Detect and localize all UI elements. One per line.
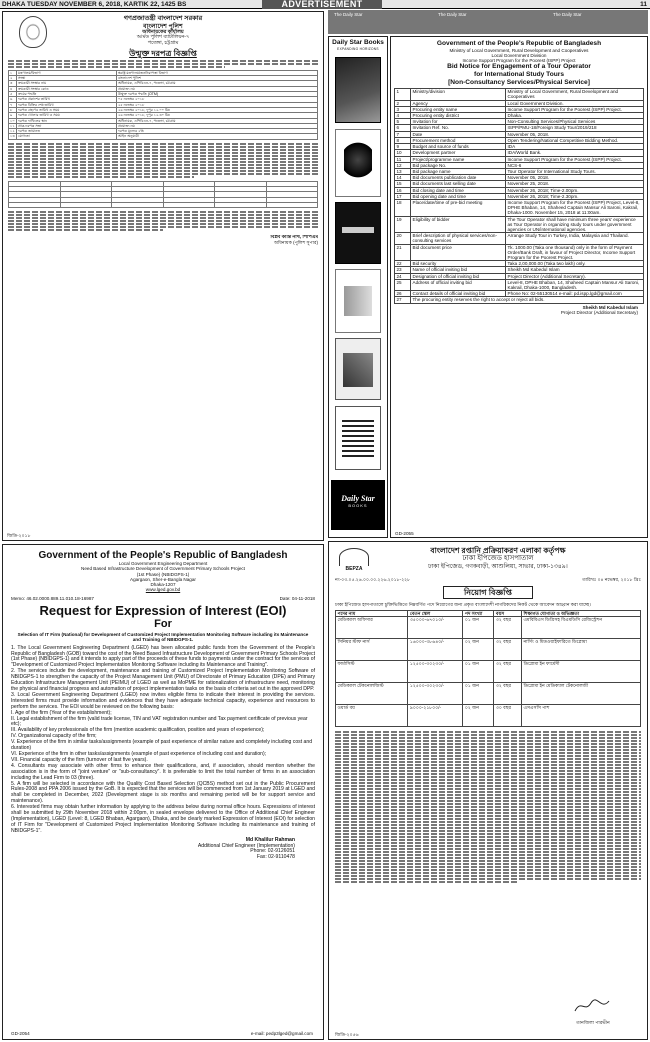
- lged-para-2: 2. The services include the development, maintenance and training of Customized Project Implementation Monitoring Software of NBIDGPS-1 to strengthen the capacity of the Project Management Unit (PMU) of Directorate of Primary Education (DPE) and Primary Education Infrastructure Management Unit (PEIMU) of LGED as well as MoPME for rationalization of infrastructure need, monitoring the physical and financial progress and automation of project implementation tasks on the basis of criteria set out in the approved DPP.: [11, 668, 315, 693]
- ispp-signatory: Sheikh Md Kabedul Islam: [582, 304, 638, 310]
- ispp-row-value: Non-Consulting Services/Physical Services: [506, 119, 644, 125]
- bepza-cell: ৩২ বছর: [494, 616, 522, 638]
- dsb-logo: Daily Star BOOKS: [331, 480, 385, 530]
- bepza-cell: ৩২ বছর: [494, 660, 522, 682]
- lged-para-1: 1. The Local Government Engineering Department (LGED) has been allocated public funds from the Government of the People's Republic of Bangladesh (GOB) toward the cost of the Need Based Infrastructure Development of Government Primary Schools Project (1st Phase) (NBIDGPS-1) and it intends to apply part of the proceeds of these funds to payments under the contract for the services of "Development of Customized Project Implementation Monitoring Software including its Maintenance and Training".: [11, 644, 315, 669]
- bepza-col-header: পদ সংখ্যা: [463, 610, 494, 616]
- lged-memo: Memo: 46.02.0000.889.11.010.18-16987: [11, 595, 94, 601]
- section-label: ADVERTISEMENT: [262, 0, 382, 9]
- ispp-row-number: 1: [395, 89, 411, 100]
- police-cell: ১২: [10, 129, 15, 134]
- police-gd-number: জিডি-২০১৮: [7, 532, 31, 538]
- police-cell: দরপত্র দাখিলের স্থান: [17, 118, 117, 123]
- bepza-intro: ঢাকা ইপিজেড হাসপাতালে চুক্তিভিত্তিতে নিম্নবর্ণিত পদে নিয়োগের জন্য প্রকৃত বাংলাদেশী নাগরিকদের নিকট থেকে আবেদন আহ্বান করা যাচ্ছে।: [335, 602, 591, 608]
- bepza-table-row: [336, 616, 641, 638]
- police-unit: আর্মড পুলিশ ব্যাটালিয়ন-৭: [136, 34, 190, 41]
- police-cell: মন্ত্রণালয়/বিভাগ: [17, 70, 117, 75]
- bepza-recruitment-ad: [328, 541, 648, 1040]
- ispp-row-value: November 26, 2018; Time-2.30pm.: [506, 193, 644, 199]
- ispp-row-number: 5: [395, 119, 411, 125]
- police-cell: ২৬ নভেম্বর ২০১৮, দুপুর ১২.৩০ মিঃ: [117, 113, 318, 118]
- bepza-cell: ৩০ বছর: [494, 704, 522, 726]
- mini-header-strip: [328, 10, 648, 34]
- bepza-cell: ০২ জন: [463, 704, 494, 726]
- police-cell: আইন অনুযায়ী: [117, 134, 318, 139]
- police-cell: দরপত্র জামানত: [17, 129, 117, 134]
- ispp-row-number: 7: [395, 131, 411, 137]
- police-cell: উন্মুক্ত দরপত্র পদ্ধতি (OTM): [117, 92, 318, 97]
- police-cell: ৪: [9, 86, 17, 91]
- bepza-cell: এসএসসি পাশ: [521, 704, 640, 726]
- ispp-row-number: 9: [395, 144, 411, 150]
- ispp-row-value: Open Tendering/National Competitive Bidding Method.: [506, 137, 644, 143]
- police-tender-table: [8, 70, 318, 140]
- daily-star-books-ad: [328, 36, 388, 538]
- ispp-gd-number: GD-2055: [395, 530, 414, 536]
- ispp-row-value: Level-8, DPHE Bhaban, 14, Shaheed Captain Mansur Ali Saroni, Kakrail, Dhaka-1000, Bangladesh.: [506, 279, 644, 290]
- bepza-cell: ৩২ বছর: [494, 638, 522, 660]
- police-emblem-icon: [19, 16, 47, 48]
- ispp-row-label: Eligibility of bidder: [411, 216, 506, 233]
- ispp-row-number: 23: [395, 267, 411, 273]
- police-cell: ক্রয়কারী সংস্থার কোড: [17, 86, 117, 91]
- ispp-row-label: Brief description of physical services/non-consulting services: [411, 233, 506, 244]
- mini-logo-b: The Daily Star: [438, 12, 467, 17]
- ispp-table-row: [395, 156, 644, 162]
- ispp-row-value: Tk. 1000.00 (Taka one thousand) only in the form of Payment Order/Bank Draft, in favour of Project Director, Income Support Program for the Poorest Project.: [506, 244, 644, 261]
- ispp-row-value: Income Support Program for the Poorest (ISPP) Project, Level-8, DPHE Bhaban, 14, Shaheed Captain Mansur Ali Saroni, Kakrail, Dhaka-1000. November 15, 2018 at 11:00am.: [506, 199, 644, 216]
- bepza-cell: সিনিয়র স্টাফ নার্স: [336, 638, 408, 660]
- lged-fax: Fax: 02-9110478: [256, 854, 295, 861]
- ispp-service-type: [Non-Consultancy Services/Physical Service]: [448, 78, 590, 86]
- police-cell: দরপত্র মূল্যের ২%: [117, 129, 318, 134]
- book-cover-6: [335, 406, 381, 470]
- ispp-bid-notice-ad: [390, 36, 648, 538]
- police-cell: ক্রয়কারী সংস্থার নাম: [17, 81, 117, 86]
- police-cell: অধিনায়ক, এপিবিএন-৭, পতেঙ্গা, চট্টগ্রাম: [117, 81, 318, 86]
- ispp-table-row: [395, 216, 644, 233]
- ispp-row-number: 15: [395, 181, 411, 187]
- ispp-row-label: Bid opening date and time: [411, 193, 506, 199]
- dsb-title: Daily Star Books: [332, 39, 384, 46]
- police-cell: প্রাক-দরপত্র সভা: [17, 123, 117, 128]
- ispp-row-number: 20: [395, 233, 411, 244]
- bepza-col-header: বয়স: [494, 610, 522, 616]
- lged-signatory-title: Additional Chief Engineer (Implementation): [197, 842, 295, 849]
- bepza-cell: ৩২ বছর: [494, 682, 522, 704]
- ispp-table-row: [395, 137, 644, 143]
- ispp-row-label: Budget and source of funds: [411, 144, 506, 150]
- lged-criteria-6: VI. Experience of the firm in other tasks/assignments (example of past experience of including cost and duration);: [11, 750, 267, 757]
- police-cell: অধিনায়ক, এপিবিএন-৭, পতেঙ্গা, চট্টগ্রাম: [117, 118, 318, 123]
- bepza-signature-block: [553, 997, 633, 1025]
- ispp-row-value: Tour Operator for International Study Tours.: [506, 168, 644, 174]
- book-cover-5: [335, 338, 381, 400]
- ispp-row-value: November 05, 2018.: [506, 175, 644, 181]
- police-cell: ৩: [9, 81, 17, 86]
- bepza-post-table: [335, 610, 641, 727]
- bepza-ref: নং-০৩.০৫.২৬.০০.০০.২২৬.২০১৮-২২৮: [335, 577, 411, 582]
- dsb-tagline: EXPANDING HORIZONS: [337, 47, 379, 51]
- police-cell: ২৬ নভেম্বর ২০১৮, দুপুর ১২.০০ মিঃ: [117, 107, 318, 112]
- police-org: বাংলাদেশ পুলিশ: [143, 22, 183, 30]
- lged-criteria-3: III. Availability of key professionals of the firm (mention academic qualification, position and years of experience);: [11, 727, 265, 734]
- ispp-row-number: 6: [395, 125, 411, 131]
- police-cell: স্বরাষ্ট্র মন্ত্রণালয়/জননিরাপত্তা বিভাগ: [117, 70, 318, 75]
- ispp-row-label: Date: [411, 131, 506, 137]
- police-cell: ১১: [10, 123, 15, 128]
- ispp-row-label: Procurement method: [411, 137, 506, 143]
- police-govt-title: গণপ্রজাতন্ত্রী বাংলাদেশ সরকার: [123, 15, 203, 22]
- lged-criteria-1: I. Age of the firm (Year of the establishment);: [11, 709, 112, 716]
- police-cell: দরপত্র প্রকাশের তারিখ: [17, 97, 117, 102]
- bepza-cell: ডিপ্লোমা ইন মেডিক্যাল টেকনোলজী: [521, 682, 640, 704]
- ispp-row-number: 8: [395, 137, 411, 143]
- lged-signatory: Md Khalilur Rahman: [245, 836, 295, 843]
- ispp-row-label: Agency: [411, 100, 506, 106]
- ispp-row-value: November 25, 2018.: [506, 181, 644, 187]
- ispp-row-value: Project Director (Additional Secretary).: [506, 273, 644, 279]
- police-cell: দরপত্র খোলার তারিখ ও সময়: [17, 113, 117, 118]
- police-items-table: [8, 181, 318, 208]
- ispp-govt-title: Government of the People's Republic of Bangladesh: [436, 40, 602, 47]
- police-cell: প্রযোজ্য নয়: [117, 86, 318, 91]
- lged-phase: (1st Phase) (NBIDGPS-1): [136, 571, 190, 577]
- ispp-row-label: Place/date/time of pre-bid meeting: [411, 199, 506, 216]
- lged-criteria-2: II. Legal establishment of the firm (valid trade license, TIN and VAT registration number and Tax payment certificate of previous year etc);: [11, 715, 308, 728]
- lged-gd-number: GD-2054: [11, 1030, 30, 1036]
- book-cover-2: [335, 129, 381, 197]
- ispp-row-label: Procuring entity district: [411, 113, 506, 119]
- ispp-table-row: [395, 199, 644, 216]
- police-office: অধিনায়কের কার্যালয়: [142, 28, 184, 35]
- lged-phone: Phone: 02-9126051: [250, 848, 295, 855]
- lged-email: e-mail: pedp3lged@gmail.com: [250, 1030, 313, 1036]
- lged-para-3: 3. Local Government Engineering Department (LGED) now invites eligible firms to indicate their interest in providing the services. Interested firms must provide information and evidences that they have adequate technical capacity, experience and resources to perform the services. The EOI would be reviewed on the following basis:: [11, 691, 315, 710]
- lged-for: For: [154, 618, 172, 631]
- police-cell: ১০: [10, 118, 15, 123]
- lged-eoi-ad: [2, 544, 324, 1040]
- ispp-row-label: Bid documents last selling date: [411, 181, 506, 187]
- book-cover-1: [335, 57, 381, 123]
- police-cell: ৮: [9, 107, 17, 112]
- ispp-row-number: 17: [395, 193, 411, 199]
- bepza-cell: ০২ জন: [463, 638, 494, 660]
- ispp-row-value: ISPP/PMU-18/Foreign Study Tour/2019/218: [506, 125, 644, 131]
- ispp-table-row: [395, 233, 644, 244]
- bepza-col-header: শিক্ষাগত যোগ্যতা ও অভিজ্ঞতা: [521, 610, 640, 616]
- police-cell: দরপত্র বিক্রির শেষ তারিখ: [17, 102, 117, 107]
- ispp-row-label: Ministry/division: [411, 89, 506, 100]
- ispp-row-value: November 05, 2018.: [506, 131, 644, 137]
- ispp-row-value: Ministry of Local Government, Rural Development and Cooperatives: [506, 89, 644, 100]
- police-cell: ক্রয়ের পদ্ধতি: [17, 92, 117, 97]
- ispp-row-number: 2: [395, 100, 411, 106]
- police-notice-title: উন্মুক্ত দরপত্র বিজ্ঞপ্তি: [129, 48, 197, 58]
- police-cell: ০৫ নভেম্বর ২০১৮: [117, 97, 318, 102]
- bepza-cell: ফার্মাসিস্ট: [336, 660, 408, 682]
- police-cell: ২৫ নভেম্বর ২০১৮: [117, 102, 318, 107]
- ispp-signatory-title: Project Director (Additional Secretary): [560, 309, 638, 315]
- lged-address: Agargaon, Sher-e-Bangla Nagar: [130, 576, 196, 582]
- bepza-cell: মেডিক্যাল টেকনোলজিস্ট: [336, 682, 408, 704]
- lged-city: Dhaka-1207: [150, 582, 176, 588]
- lged-dept: Local Government Engineering Department: [118, 561, 208, 566]
- bepza-cell: ১২৫০০-৩০২৩০/-: [408, 682, 463, 704]
- ispp-table-row: [395, 297, 644, 303]
- ispp-row-label: Development partner: [411, 150, 506, 156]
- ispp-row-number: 3: [395, 106, 411, 112]
- lged-eoi-title: Request for Expression of Interest (EOI): [39, 603, 287, 619]
- ispp-row-number: 26: [395, 291, 411, 297]
- police-cell: ৭: [9, 102, 17, 107]
- bepza-notice-title: নিয়োগ বিজ্ঞপ্তি: [443, 586, 533, 599]
- police-cell: দরপত্র গ্রহণের তারিখ ও সময়: [17, 107, 117, 112]
- ispp-row-value: Income Support Program for the Poorest (ISPP) Project.: [506, 106, 644, 112]
- lged-criteria-5: V. Experience of the firm in similar tasks/assignments (example of past experience of similar nature and completely including cost and duration): [11, 739, 313, 752]
- bepza-cell: ৩৫০০০-৬৭০১০/-: [408, 616, 463, 638]
- ispp-notice-title: Bid Notice for Engagement of a Tour Operator: [447, 63, 591, 71]
- bepza-cell: ওয়ার্ড বয়: [336, 704, 408, 726]
- ispp-row-number: 14: [395, 175, 411, 181]
- bepza-col-header: পদের নাম: [336, 610, 408, 616]
- bepza-address: ঢাকা ইপিজেড, গণকবাড়ী, আশুলিয়া, সাভার, ঢাকা-১৩৪৯।: [428, 563, 568, 570]
- police-location: পতেঙ্গা, চট্টগ্রাম: [147, 40, 179, 47]
- bepza-cell: ৯০০০-২১৮০০/-: [408, 704, 463, 726]
- ispp-row-value: Dhaka.: [506, 113, 644, 119]
- bepza-col-header: বেতন স্কেল: [408, 610, 463, 616]
- police-tender-ad: [2, 11, 324, 541]
- police-cell: ৬: [9, 97, 17, 102]
- ispp-row-label: Bid package No.: [411, 162, 506, 168]
- ispp-row-label: Project/programme name: [411, 156, 506, 162]
- bepza-gd-number: জিডি-২০৫৬: [335, 1031, 359, 1037]
- ispp-row-number: 27: [395, 297, 411, 303]
- bepza-cell: ১৬০০০-৩৮৬৪০/-: [408, 638, 463, 660]
- ispp-row-label: Contact details of official inviting bid: [411, 291, 506, 297]
- lged-selection: Selection of IT Firm (National) for Development of Customized Project Implementation Monitoring Software including its Maintenance and Training of NBIDGPS-1.: [17, 632, 309, 643]
- lged-govt-title: Government of the People's Republic of Bangladesh: [38, 550, 288, 561]
- police-cell: ৫: [9, 92, 17, 97]
- ispp-row-value: IDA/World Bank.: [506, 150, 644, 156]
- ispp-row-value: Arrange Study Tour in Turkey, India, Malaysia and Thailand.: [506, 233, 644, 244]
- bepza-date: তারিখঃ ০৪ নভেম্বর, ২০১৮ খ্রিঃ: [582, 577, 641, 582]
- ispp-row-value: Local Government Division.: [506, 100, 644, 106]
- book-cover-4: [335, 269, 381, 333]
- ispp-row-label: Bid security: [411, 261, 506, 267]
- ispp-row-label: Bid document price: [411, 244, 506, 261]
- ispp-row-number: 22: [395, 261, 411, 267]
- ispp-table-row: [395, 89, 644, 100]
- bepza-cell: ১২৫০০-৩০২৩০/-: [408, 660, 463, 682]
- ispp-row-label: Designation of official inviting bid: [411, 273, 506, 279]
- bepza-cell: নার্সিং ও মিডওয়াইফারিতে ডিপ্লোমা: [521, 638, 640, 660]
- ispp-row-value: Phone No: 02-55130514 e-mail: pd.ispp.lgd@gmail.com: [506, 291, 644, 297]
- ispp-row-label: Bid closing date and time: [411, 187, 506, 193]
- page-header-bar: [0, 0, 650, 9]
- ispp-row-number: 24: [395, 273, 411, 279]
- ispp-notice-sub: for International Study Tours: [474, 71, 564, 79]
- lged-para-4: 4. Consultants may associate with other firms to enhance their qualifications, and, if association, should mention whether the association is in the form of "joint venture" or "sub-consultancy". It is preferable to limit the total number of firms in an association including the Lead Firm to 03 (three).: [11, 762, 315, 781]
- ispp-table-row: [395, 279, 644, 290]
- ispp-row-label: Name of official inviting bid: [411, 267, 506, 273]
- ispp-row-number: 25: [395, 279, 411, 290]
- lged-para-5: 5. A firm will be selected in accordance with the Quality Cost Based Selection (QCBS) method set out in the Public Procurement Rules-2008 and PPA 2006 issued by the GoB. It is expected that the services will be commenced from 1st January 2019 at LGED and shall be completed in December, 2022 (Development stage is six months and remaining period will be for support service and maintenance).: [11, 780, 315, 805]
- ispp-row-number: 10: [395, 150, 411, 156]
- bepza-cell: মেডিক্যাল অফিসার: [336, 616, 408, 638]
- bepza-title: বাংলাদেশ রপ্তানি প্রক্রিয়াকরণ এলাকা কর্তৃপক্ষ: [430, 546, 566, 555]
- ispp-row-label: Procuring entity name: [411, 106, 506, 112]
- bepza-cell: ০১ জন: [463, 682, 494, 704]
- police-cell: ২: [9, 76, 17, 81]
- ispp-division: Local Government Division: [491, 52, 547, 58]
- ispp-row-value: IDA: [506, 144, 644, 150]
- lged-criteria-4: IV. Organizational capacity of the firm;: [11, 733, 97, 740]
- lged-date: Date: 04-11-2018: [279, 595, 315, 601]
- police-cell: ৯: [9, 113, 17, 118]
- book-cover-3: [335, 202, 381, 264]
- ispp-row-number: 19: [395, 216, 411, 233]
- ispp-table-row: [395, 291, 644, 297]
- ispp-bid-table: [394, 88, 644, 303]
- police-cell: বাংলাদেশ পুলিশ: [117, 76, 318, 81]
- police-cell: ১: [9, 70, 17, 75]
- mini-logo-a: The Daily Star: [334, 12, 363, 17]
- ispp-row-number: 18: [395, 199, 411, 216]
- ispp-row-label: Invitation for: [411, 119, 506, 125]
- mini-logo-c: The Daily Star: [553, 12, 582, 17]
- ispp-row-number: 21: [395, 244, 411, 261]
- signature-icon: [573, 997, 613, 1015]
- ispp-row-number: 16: [395, 187, 411, 193]
- ispp-row-value: Income Support Program for the Poorest (ISPP) Project.: [506, 156, 644, 162]
- police-cell: যোগ্যতা: [17, 134, 117, 139]
- bepza-table-row: [336, 638, 641, 660]
- bepza-logo: BEPZA: [337, 548, 371, 578]
- ispp-row-label: Bid documents publication date: [411, 175, 506, 181]
- ispp-row-number: 12: [395, 162, 411, 168]
- ispp-row-label: Address of official inviting bid: [411, 279, 506, 290]
- bepza-cell: ০১ জন: [463, 660, 494, 682]
- lged-para-6: 6. Interested firms may obtain further information by applying to the address below during normal office hours. Expressions of interest shall be submitted by 29th November 2018 within 2:00pm, in sealed envelope delivered to the Office of Additional Chief Engineer (Implementation), LGED (Level: 8, LGED Bhaban, Agargaon), Dhaka, and be clearly marked Expression of Interest (EOI) for selection of IT Firm for "Development of Customized Project Implementation Monitoring Software including its maintenance and training of NBIDGPS-1".: [11, 804, 315, 834]
- ispp-row-value: NCS-6: [506, 162, 644, 168]
- lged-website-link[interactable]: www.lged.gov.bd: [145, 587, 181, 593]
- ispp-row-value: November 26, 2018; Time-2.00pm.: [506, 187, 644, 193]
- police-table-row: [9, 134, 318, 139]
- ispp-table-row: [395, 244, 644, 261]
- police-cell: প্রযোজ্য নয়: [117, 123, 318, 128]
- ispp-row-number: 4: [395, 113, 411, 119]
- ispp-row-note: The procuring entity reserves the right to accept or reject all bids.: [411, 297, 644, 303]
- bepza-cell: এমবিবিএস ডিগ্রিসহ বিএমডিসি রেজিস্ট্রেশন: [521, 616, 640, 638]
- bepza-table-row: [336, 660, 641, 682]
- ispp-table-row: [395, 106, 644, 112]
- lged-project: Need Based Infrastructure Development of Government Primary Schools Project: [81, 566, 245, 572]
- ispp-row-number: 11: [395, 156, 411, 162]
- ispp-row-label: Bid package name: [411, 168, 506, 174]
- police-cell: সংস্থা: [17, 76, 117, 81]
- ispp-row-value: The Tour Operator shall have minimum three years' experience as Tour Operator in organizing study tours under government agencies or UN/international agencies.: [506, 216, 644, 233]
- bepza-conditions: [335, 731, 641, 883]
- police-signatory: বিপ্লব কান্তি নাথ, পিপিএম: [270, 235, 318, 241]
- ispp-row-value: Taka 2,00,000.00 (Taka two lakh) only.: [506, 261, 644, 267]
- bepza-signatory: তানজিলা পারভীন: [576, 1019, 610, 1025]
- ispp-row-value: Sheikh Md Kabedul Islam: [506, 267, 644, 273]
- bepza-hospital: ঢাকা ইপিজেড হাসপাতাল: [462, 555, 534, 562]
- ispp-row-label: Invitation Ref. No.: [411, 125, 506, 131]
- police-cell: ১৩: [10, 134, 15, 139]
- police-signatory-title: অধিনায়ক (পুলিশ সুপার): [273, 240, 318, 246]
- bepza-table-row: [336, 704, 641, 726]
- ispp-ministry: Ministry of Local Government, Rural Development and Cooperatives: [449, 47, 589, 53]
- bepza-cell: ০১ জন: [463, 616, 494, 638]
- page-number: 11: [640, 1, 647, 8]
- bepza-cell: ডিপ্লোমা ইন ফার্মেসী: [521, 660, 640, 682]
- ispp-row-number: 13: [395, 168, 411, 174]
- dateline: DHAKA TUESDAY NOVEMBER 6, 2018, KARTIK 22, 1425 BS: [2, 1, 187, 8]
- bepza-table-row: [336, 682, 641, 704]
- lged-criteria-7: VII. Financial capacity of the firm (turnover of last five years).: [11, 756, 148, 763]
- ispp-project: Income Support Program for the Poorest (ISPP) Project: [462, 58, 576, 64]
